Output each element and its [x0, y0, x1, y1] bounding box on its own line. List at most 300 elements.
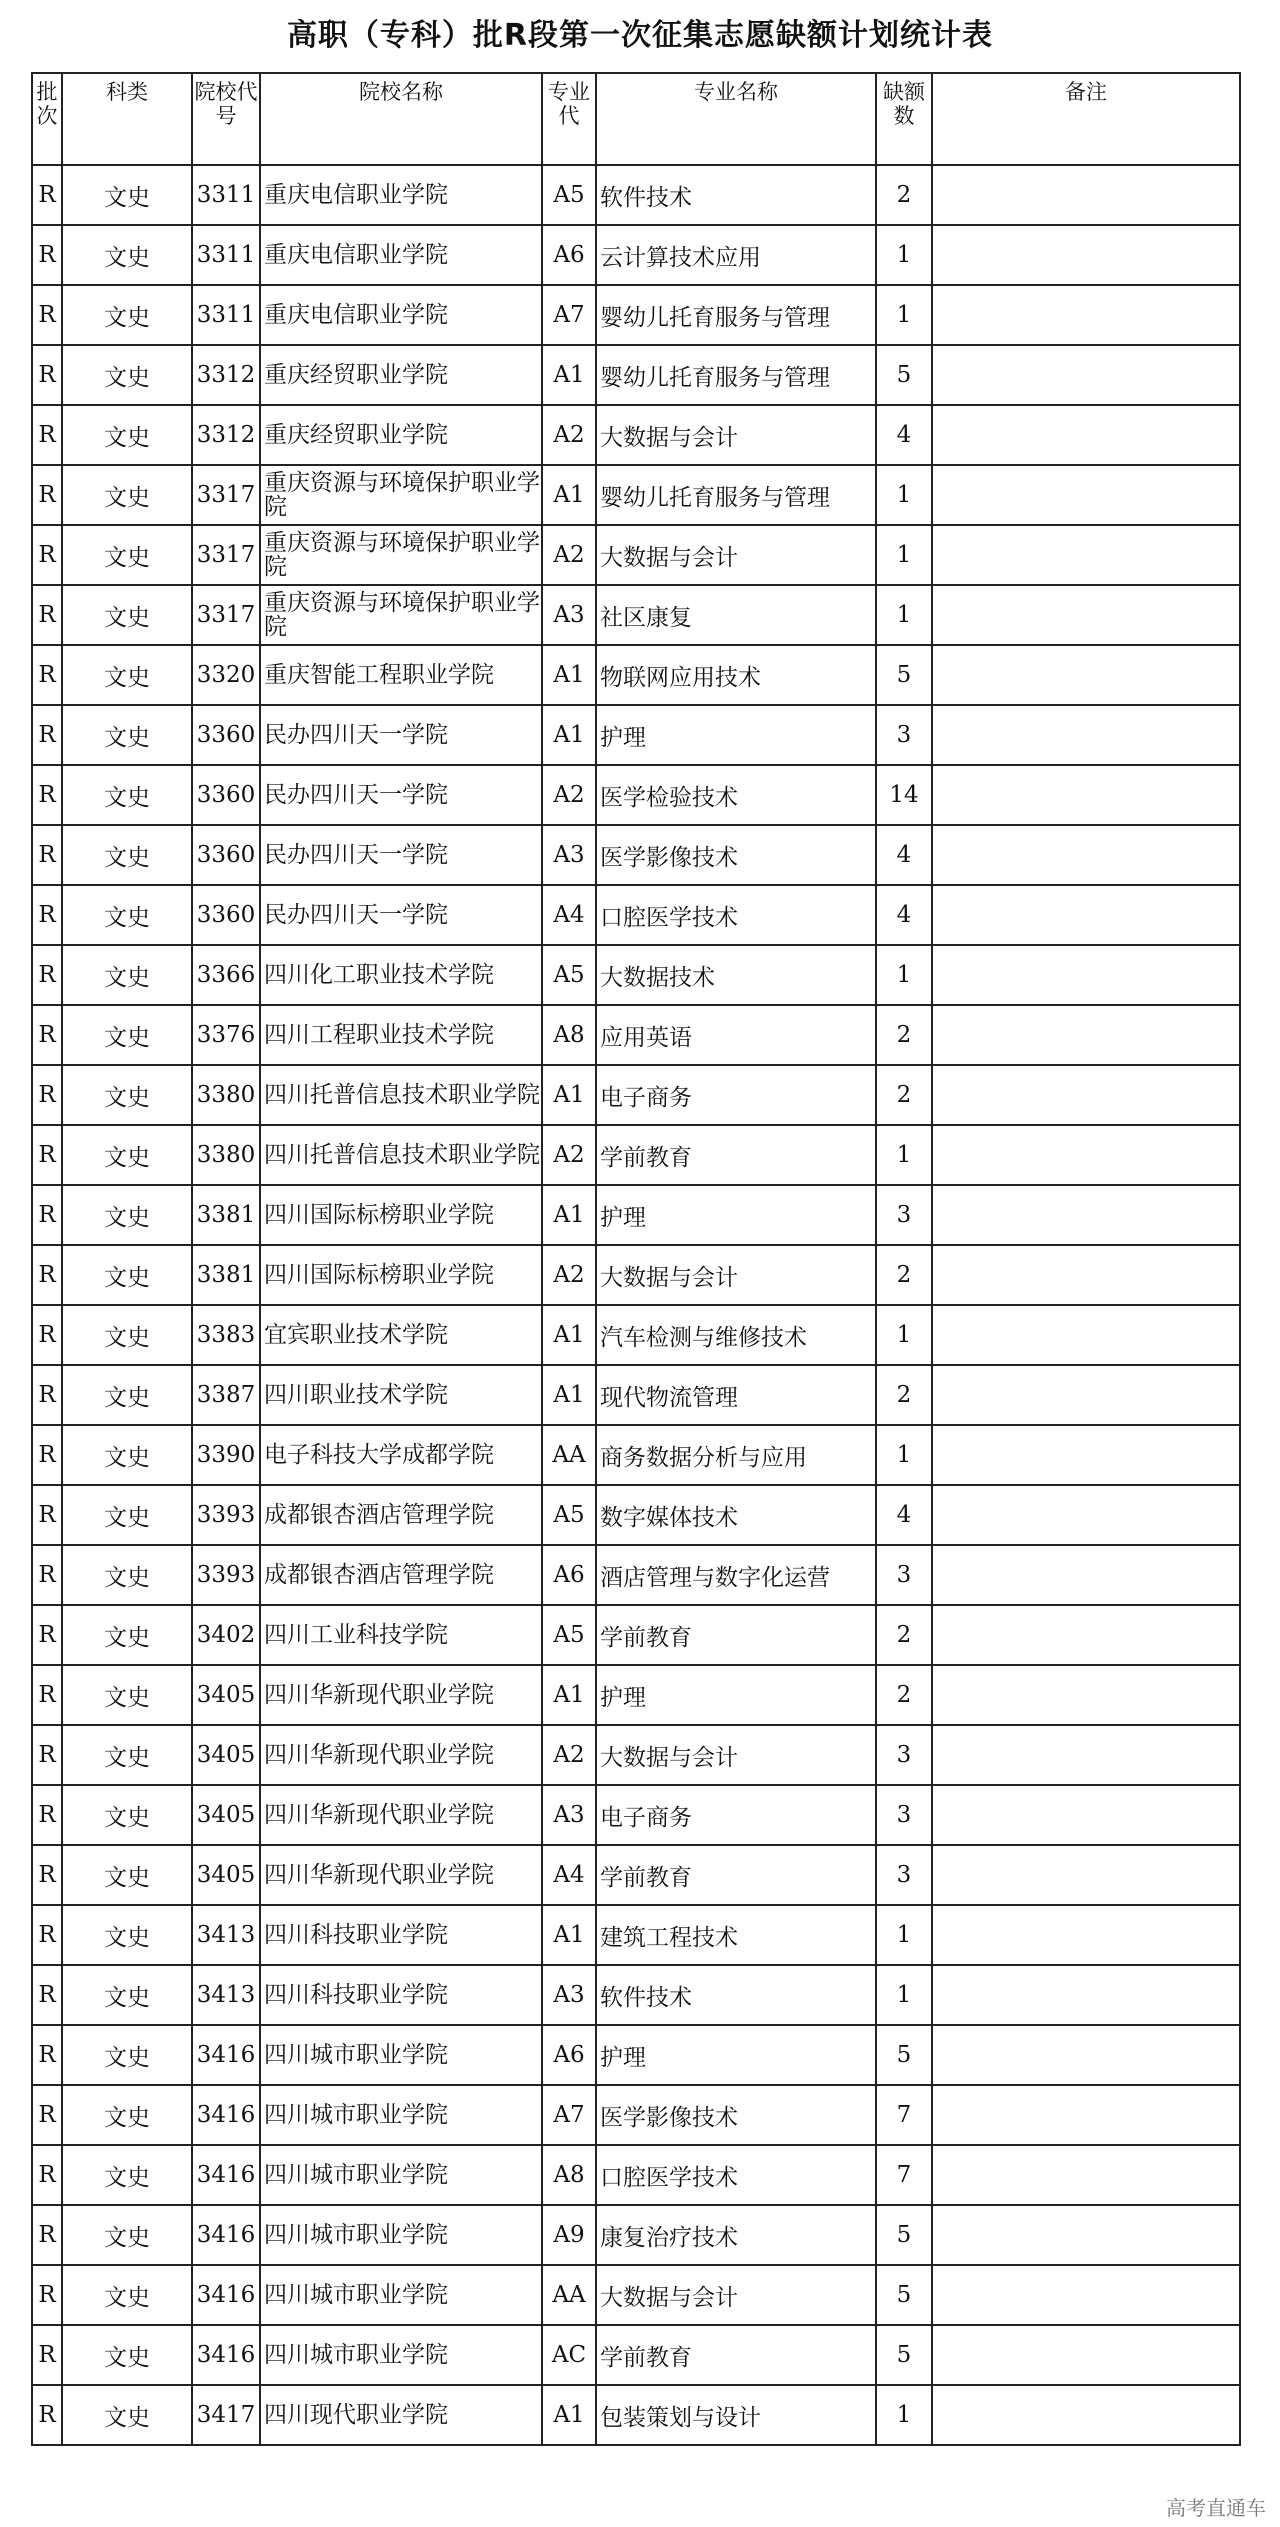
school-code-cell: 3416	[192, 2025, 260, 2085]
vacancies-cell: 5	[876, 2325, 932, 2385]
school-name-cell: 四川华新现代职业学院	[260, 1725, 542, 1785]
table-row	[32, 705, 1240, 765]
major-code-cell: A1	[542, 1065, 596, 1125]
school-code-cell: 3393	[192, 1485, 260, 1545]
batch-cell: R	[32, 2145, 62, 2205]
category-cell: 文史	[62, 1545, 192, 1605]
school-name-cell: 重庆电信职业学院	[260, 285, 542, 345]
major-code-cell: A2	[542, 405, 596, 465]
major-code-cell: A1	[542, 345, 596, 405]
batch-cell: R	[32, 1845, 62, 1905]
batch-cell: R	[32, 1245, 62, 1305]
major-code-cell: A1	[542, 1305, 596, 1365]
remarks-cell	[932, 2325, 1240, 2385]
major-name-cell: 学前教育	[596, 1125, 876, 1185]
batch-cell: R	[32, 1185, 62, 1245]
school-code-cell: 3416	[192, 2145, 260, 2205]
vacancies-cell: 3	[876, 1725, 932, 1785]
vacancies-cell: 2	[876, 1665, 932, 1725]
table-row	[32, 1125, 1240, 1185]
school-name-cell: 重庆电信职业学院	[260, 225, 542, 285]
vacancies-cell: 5	[876, 2025, 932, 2085]
major-code-cell: AA	[542, 2265, 596, 2325]
header-major-name: 专业名称	[596, 73, 876, 165]
vacancies-cell: 3	[876, 705, 932, 765]
major-name-cell: 物联网应用技术	[596, 645, 876, 705]
remarks-cell	[932, 2265, 1240, 2325]
table-row	[32, 2145, 1240, 2205]
remarks-cell	[932, 525, 1240, 585]
major-code-cell: A4	[542, 1845, 596, 1905]
header-major-code: 专业代	[542, 73, 596, 165]
major-name-cell: 护理	[596, 2025, 876, 2085]
vacancies-cell: 2	[876, 1365, 932, 1425]
major-code-cell: A4	[542, 885, 596, 945]
table-row	[32, 1605, 1240, 1665]
major-code-cell: A5	[542, 165, 596, 225]
remarks-cell	[932, 885, 1240, 945]
table-row	[32, 285, 1240, 345]
batch-cell: R	[32, 1365, 62, 1425]
table-row	[32, 1005, 1240, 1065]
category-cell: 文史	[62, 2265, 192, 2325]
school-name-cell: 四川城市职业学院	[260, 2265, 542, 2325]
table-row	[32, 1665, 1240, 1725]
batch-cell: R	[32, 2325, 62, 2385]
table-row	[32, 1425, 1240, 1485]
school-name-cell: 民办四川天一学院	[260, 825, 542, 885]
vacancies-cell: 5	[876, 2265, 932, 2325]
batch-cell: R	[32, 645, 62, 705]
major-name-cell: 康复治疗技术	[596, 2205, 876, 2265]
category-cell: 文史	[62, 1305, 192, 1365]
major-code-cell: A9	[542, 2205, 596, 2265]
batch-cell: R	[32, 2385, 62, 2445]
major-code-cell: A8	[542, 2145, 596, 2205]
major-name-cell: 医学影像技术	[596, 825, 876, 885]
vacancies-cell: 1	[876, 225, 932, 285]
table-row	[32, 2205, 1240, 2265]
vacancies-cell: 3	[876, 1785, 932, 1845]
category-cell: 文史	[62, 1905, 192, 1965]
major-code-cell: A3	[542, 825, 596, 885]
major-code-cell: A8	[542, 1005, 596, 1065]
school-code-cell: 3381	[192, 1185, 260, 1245]
table-row	[32, 1725, 1240, 1785]
batch-cell: R	[32, 2025, 62, 2085]
batch-cell: R	[32, 1005, 62, 1065]
category-cell: 文史	[62, 285, 192, 345]
school-code-cell: 3393	[192, 1545, 260, 1605]
remarks-cell	[932, 1185, 1240, 1245]
school-name-cell: 四川科技职业学院	[260, 1965, 542, 2025]
major-name-cell: 婴幼儿托育服务与管理	[596, 285, 876, 345]
batch-cell: R	[32, 585, 62, 645]
major-name-cell: 护理	[596, 1665, 876, 1725]
table-row	[32, 2025, 1240, 2085]
school-code-cell: 3312	[192, 345, 260, 405]
vacancies-cell: 1	[876, 525, 932, 585]
major-code-cell: A6	[542, 225, 596, 285]
vacancies-cell: 3	[876, 1185, 932, 1245]
batch-cell: R	[32, 405, 62, 465]
major-code-cell: AC	[542, 2325, 596, 2385]
category-cell: 文史	[62, 1965, 192, 2025]
table-row	[32, 2325, 1240, 2385]
major-code-cell: A2	[542, 765, 596, 825]
table-row	[32, 2385, 1240, 2445]
table-row	[32, 165, 1240, 225]
vacancies-cell: 4	[876, 1485, 932, 1545]
table-row	[32, 945, 1240, 1005]
category-cell: 文史	[62, 465, 192, 525]
vacancies-cell: 1	[876, 1305, 932, 1365]
table-row	[32, 1185, 1240, 1245]
major-code-cell: A3	[542, 1785, 596, 1845]
major-code-cell: A1	[542, 645, 596, 705]
school-name-cell: 重庆资源与环境保护职业学院	[260, 525, 542, 585]
batch-cell: R	[32, 1725, 62, 1785]
table-row	[32, 2085, 1240, 2145]
category-cell: 文史	[62, 885, 192, 945]
major-code-cell: A2	[542, 1245, 596, 1305]
major-name-cell: 医学检验技术	[596, 765, 876, 825]
major-code-cell: AA	[542, 1425, 596, 1485]
major-name-cell: 现代物流管理	[596, 1365, 876, 1425]
remarks-cell	[932, 405, 1240, 465]
vacancies-cell: 5	[876, 645, 932, 705]
vacancies-cell: 1	[876, 1425, 932, 1485]
table-row	[32, 1845, 1240, 1905]
batch-cell: R	[32, 165, 62, 225]
remarks-cell	[932, 645, 1240, 705]
remarks-cell	[932, 1305, 1240, 1365]
school-name-cell: 四川城市职业学院	[260, 2205, 542, 2265]
school-name-cell: 四川化工职业技术学院	[260, 945, 542, 1005]
school-name-cell: 电子科技大学成都学院	[260, 1425, 542, 1485]
table-row	[32, 2265, 1240, 2325]
school-code-cell: 3381	[192, 1245, 260, 1305]
major-name-cell: 医学影像技术	[596, 2085, 876, 2145]
vacancies-cell: 1	[876, 945, 932, 1005]
school-name-cell: 重庆电信职业学院	[260, 165, 542, 225]
category-cell: 文史	[62, 405, 192, 465]
remarks-cell	[932, 2385, 1240, 2445]
school-name-cell: 民办四川天一学院	[260, 705, 542, 765]
vacancies-cell: 3	[876, 1545, 932, 1605]
major-code-cell: A5	[542, 1605, 596, 1665]
major-code-cell: A7	[542, 285, 596, 345]
vacancies-cell: 3	[876, 1845, 932, 1905]
school-code-cell: 3360	[192, 765, 260, 825]
major-name-cell: 酒店管理与数字化运营	[596, 1545, 876, 1605]
remarks-cell	[932, 1785, 1240, 1845]
remarks-cell	[932, 945, 1240, 1005]
batch-cell: R	[32, 1605, 62, 1665]
vacancy-table	[31, 72, 1241, 2446]
header-school-code: 院校代号	[192, 73, 260, 165]
major-name-cell: 大数据与会计	[596, 1725, 876, 1785]
major-code-cell: A7	[542, 2085, 596, 2145]
school-name-cell: 四川国际标榜职业学院	[260, 1185, 542, 1245]
school-name-cell: 重庆经贸职业学院	[260, 345, 542, 405]
vacancies-cell: 5	[876, 345, 932, 405]
major-name-cell: 大数据与会计	[596, 2265, 876, 2325]
batch-cell: R	[32, 1545, 62, 1605]
batch-cell: R	[32, 885, 62, 945]
major-name-cell: 口腔医学技术	[596, 885, 876, 945]
school-name-cell: 四川托普信息技术职业学院	[260, 1065, 542, 1125]
category-cell: 文史	[62, 705, 192, 765]
batch-cell: R	[32, 345, 62, 405]
remarks-cell	[932, 1605, 1240, 1665]
major-name-cell: 大数据与会计	[596, 525, 876, 585]
major-name-cell: 商务数据分析与应用	[596, 1425, 876, 1485]
major-name-cell: 汽车检测与维修技术	[596, 1305, 876, 1365]
remarks-cell	[932, 825, 1240, 885]
remarks-cell	[932, 585, 1240, 645]
school-name-cell: 四川工程职业技术学院	[260, 1005, 542, 1065]
school-name-cell: 四川华新现代职业学院	[260, 1665, 542, 1725]
major-code-cell: A1	[542, 1665, 596, 1725]
major-code-cell: A1	[542, 705, 596, 765]
batch-cell: R	[32, 945, 62, 1005]
school-code-cell: 3405	[192, 1845, 260, 1905]
school-code-cell: 3312	[192, 405, 260, 465]
school-code-cell: 3376	[192, 1005, 260, 1065]
remarks-cell	[932, 1245, 1240, 1305]
school-code-cell: 3416	[192, 2085, 260, 2145]
school-name-cell: 四川城市职业学院	[260, 2325, 542, 2385]
category-cell: 文史	[62, 825, 192, 885]
vacancies-cell: 2	[876, 1065, 932, 1125]
table-header-row	[32, 73, 1240, 165]
school-name-cell: 四川工业科技学院	[260, 1605, 542, 1665]
batch-cell: R	[32, 2085, 62, 2145]
vacancies-cell: 1	[876, 1125, 932, 1185]
major-code-cell: A2	[542, 1725, 596, 1785]
category-cell: 文史	[62, 585, 192, 645]
remarks-cell	[932, 1425, 1240, 1485]
header-category: 科类	[62, 73, 192, 165]
table-row	[32, 1365, 1240, 1425]
category-cell: 文史	[62, 1125, 192, 1185]
major-name-cell: 电子商务	[596, 1065, 876, 1125]
school-code-cell: 3402	[192, 1605, 260, 1665]
category-cell: 文史	[62, 945, 192, 1005]
school-code-cell: 3366	[192, 945, 260, 1005]
category-cell: 文史	[62, 2205, 192, 2265]
school-code-cell: 3405	[192, 1785, 260, 1845]
major-name-cell: 护理	[596, 705, 876, 765]
major-code-cell: A1	[542, 1905, 596, 1965]
major-code-cell: A5	[542, 945, 596, 1005]
batch-cell: R	[32, 1785, 62, 1845]
school-code-cell: 3311	[192, 225, 260, 285]
remarks-cell	[932, 2025, 1240, 2085]
school-code-cell: 3416	[192, 2205, 260, 2265]
school-code-cell: 3317	[192, 525, 260, 585]
major-code-cell: A1	[542, 2385, 596, 2445]
batch-cell: R	[32, 525, 62, 585]
batch-cell: R	[32, 1305, 62, 1365]
batch-cell: R	[32, 1665, 62, 1725]
table-row	[32, 885, 1240, 945]
school-code-cell: 3317	[192, 585, 260, 645]
vacancies-cell: 2	[876, 1245, 932, 1305]
school-name-cell: 重庆经贸职业学院	[260, 405, 542, 465]
major-name-cell: 口腔医学技术	[596, 2145, 876, 2205]
remarks-cell	[932, 1485, 1240, 1545]
table-row	[32, 645, 1240, 705]
category-cell: 文史	[62, 1485, 192, 1545]
school-code-cell: 3360	[192, 705, 260, 765]
school-name-cell: 四川科技职业学院	[260, 1905, 542, 1965]
school-name-cell: 重庆资源与环境保护职业学院	[260, 585, 542, 645]
header-school-name: 院校名称	[260, 73, 542, 165]
school-name-cell: 成都银杏酒店管理学院	[260, 1485, 542, 1545]
table-row	[32, 405, 1240, 465]
category-cell: 文史	[62, 1245, 192, 1305]
school-code-cell: 3413	[192, 1965, 260, 2025]
major-name-cell: 学前教育	[596, 1845, 876, 1905]
major-code-cell: A2	[542, 525, 596, 585]
school-code-cell: 3311	[192, 165, 260, 225]
vacancies-cell: 1	[876, 465, 932, 525]
batch-cell: R	[32, 1485, 62, 1545]
remarks-cell	[932, 1545, 1240, 1605]
school-code-cell: 3390	[192, 1425, 260, 1485]
school-code-cell: 3416	[192, 2325, 260, 2385]
major-name-cell: 大数据技术	[596, 945, 876, 1005]
batch-cell: R	[32, 765, 62, 825]
school-code-cell: 3360	[192, 885, 260, 945]
remarks-cell	[932, 285, 1240, 345]
school-name-cell: 宜宾职业技术学院	[260, 1305, 542, 1365]
school-code-cell: 3380	[192, 1065, 260, 1125]
school-name-cell: 民办四川天一学院	[260, 765, 542, 825]
school-code-cell: 3387	[192, 1365, 260, 1425]
category-cell: 文史	[62, 1065, 192, 1125]
school-name-cell: 民办四川天一学院	[260, 885, 542, 945]
school-code-cell: 3416	[192, 2265, 260, 2325]
major-code-cell: A3	[542, 585, 596, 645]
table-row	[32, 585, 1240, 645]
vacancies-cell: 7	[876, 2145, 932, 2205]
batch-cell: R	[32, 2265, 62, 2325]
category-cell: 文史	[62, 1845, 192, 1905]
major-name-cell: 软件技术	[596, 1965, 876, 2025]
table-row	[32, 765, 1240, 825]
header-vacancies: 缺额数	[876, 73, 932, 165]
school-name-cell: 四川职业技术学院	[260, 1365, 542, 1425]
school-code-cell: 3417	[192, 2385, 260, 2445]
batch-cell: R	[32, 705, 62, 765]
vacancies-cell: 4	[876, 885, 932, 945]
remarks-cell	[932, 1365, 1240, 1425]
major-code-cell: A1	[542, 465, 596, 525]
batch-cell: R	[32, 285, 62, 345]
school-name-cell: 四川城市职业学院	[260, 2145, 542, 2205]
category-cell: 文史	[62, 1185, 192, 1245]
vacancies-cell: 5	[876, 2205, 932, 2265]
category-cell: 文史	[62, 1425, 192, 1485]
category-cell: 文史	[62, 2385, 192, 2445]
vacancies-cell: 1	[876, 285, 932, 345]
category-cell: 文史	[62, 765, 192, 825]
school-code-cell: 3380	[192, 1125, 260, 1185]
table-row	[32, 1245, 1240, 1305]
remarks-cell	[932, 2205, 1240, 2265]
major-name-cell: 婴幼儿托育服务与管理	[596, 345, 876, 405]
remarks-cell	[932, 1665, 1240, 1725]
vacancies-cell: 7	[876, 2085, 932, 2145]
category-cell: 文史	[62, 1665, 192, 1725]
major-code-cell: A5	[542, 1485, 596, 1545]
remarks-cell	[932, 1725, 1240, 1785]
school-code-cell: 3311	[192, 285, 260, 345]
major-name-cell: 学前教育	[596, 1605, 876, 1665]
school-name-cell: 成都银杏酒店管理学院	[260, 1545, 542, 1605]
remarks-cell	[932, 1125, 1240, 1185]
major-code-cell: A3	[542, 1965, 596, 2025]
vacancies-cell: 4	[876, 825, 932, 885]
table-row	[32, 345, 1240, 405]
category-cell: 文史	[62, 645, 192, 705]
batch-cell: R	[32, 1965, 62, 2025]
school-name-cell: 四川华新现代职业学院	[260, 1845, 542, 1905]
vacancies-cell: 2	[876, 1605, 932, 1665]
table-row	[32, 525, 1240, 585]
category-cell: 文史	[62, 525, 192, 585]
remarks-cell	[932, 765, 1240, 825]
remarks-cell	[932, 2085, 1240, 2145]
watermark: 高考直通车	[1166, 2496, 1266, 2520]
major-code-cell: A1	[542, 1365, 596, 1425]
vacancies-cell: 4	[876, 405, 932, 465]
major-code-cell: A6	[542, 1545, 596, 1605]
major-code-cell: A2	[542, 1125, 596, 1185]
school-name-cell: 四川国际标榜职业学院	[260, 1245, 542, 1305]
batch-cell: R	[32, 2205, 62, 2265]
major-name-cell: 软件技术	[596, 165, 876, 225]
category-cell: 文史	[62, 1005, 192, 1065]
remarks-cell	[932, 165, 1240, 225]
table-row	[32, 1485, 1240, 1545]
category-cell: 文史	[62, 1725, 192, 1785]
major-name-cell: 护理	[596, 1185, 876, 1245]
vacancies-cell: 1	[876, 2385, 932, 2445]
major-name-cell: 电子商务	[596, 1785, 876, 1845]
batch-cell: R	[32, 465, 62, 525]
category-cell: 文史	[62, 345, 192, 405]
batch-cell: R	[32, 1905, 62, 1965]
remarks-cell	[932, 1965, 1240, 2025]
category-cell: 文史	[62, 2145, 192, 2205]
school-code-cell: 3317	[192, 465, 260, 525]
school-code-cell: 3413	[192, 1905, 260, 1965]
category-cell: 文史	[62, 225, 192, 285]
batch-cell: R	[32, 1425, 62, 1485]
header-batch: 批次	[32, 73, 62, 165]
major-name-cell: 云计算技术应用	[596, 225, 876, 285]
remarks-cell	[932, 705, 1240, 765]
major-name-cell: 包装策划与设计	[596, 2385, 876, 2445]
remarks-cell	[932, 465, 1240, 525]
school-name-cell: 四川城市职业学院	[260, 2085, 542, 2145]
category-cell: 文史	[62, 165, 192, 225]
remarks-cell	[932, 1065, 1240, 1125]
